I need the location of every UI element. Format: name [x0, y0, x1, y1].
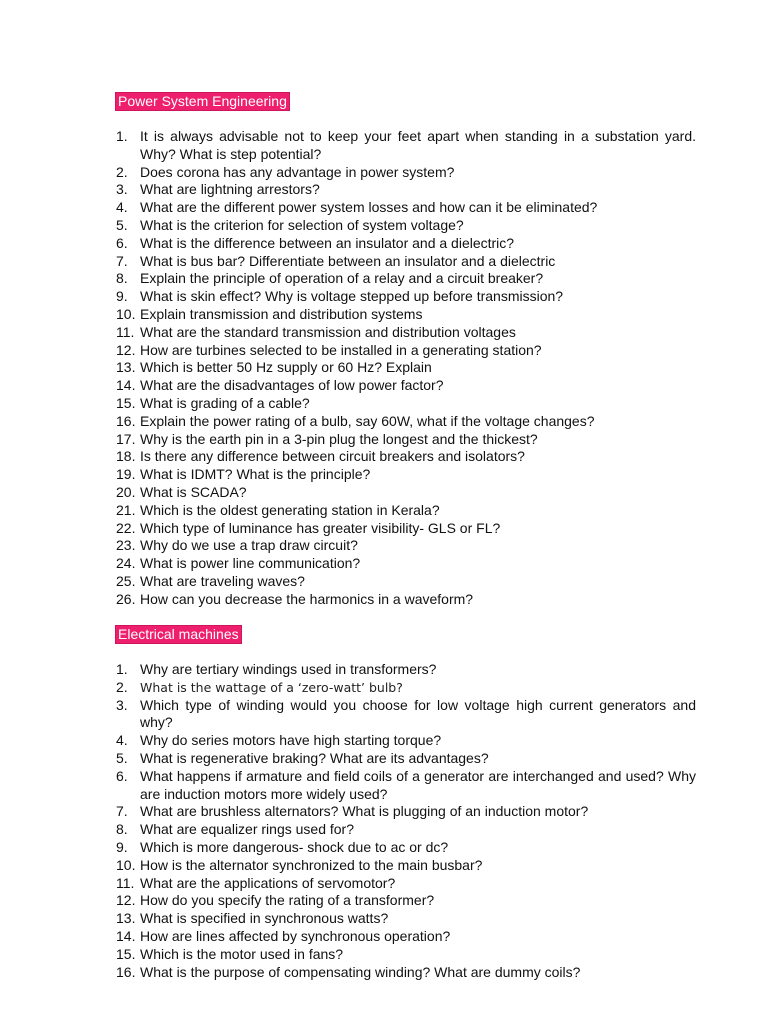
list-item — [116, 839, 696, 857]
section-power-system-engineering — [116, 93, 696, 609]
list-item — [116, 573, 696, 591]
item-text: Which type of winding would you choose for low voltage high current generators and why? — [140, 696, 696, 731]
item-text: Why is the earth pin in a 3-pin plug the longest and the thickest? — [140, 430, 538, 447]
item-text: What is the criterion for selection of system voltage? — [140, 216, 464, 233]
list-item — [116, 217, 696, 235]
item-text: Does corona has any advantage in power system? — [140, 163, 455, 180]
list-item — [116, 875, 696, 893]
item-text: What is regenerative braking? What are its advantages? — [140, 749, 489, 766]
item-number: 20. — [116, 483, 136, 500]
item-text: What are the standard transmission and distribution voltages — [140, 323, 516, 340]
item-text: Which is the oldest generating station in Kerala? — [140, 501, 440, 518]
list-item — [116, 697, 696, 733]
item-text: How are turbines selected to be installed in a generating station? — [140, 341, 542, 358]
item-number: 7. — [116, 252, 128, 269]
list-item — [116, 484, 696, 502]
list-item — [116, 181, 696, 199]
list-item — [116, 466, 696, 484]
item-text: What is the wattage of a ‘zero-watt’ bulb? — [140, 679, 403, 695]
item-number: 14. — [116, 927, 136, 944]
item-text: What are equalizer rings used for? — [140, 821, 354, 838]
item-number: 24. — [116, 555, 136, 572]
item-text: How can you decrease the harmonics in a waveform? — [140, 590, 474, 607]
item-number: 16. — [116, 412, 136, 429]
item-text: Why do we use a trap draw circuit? — [140, 537, 358, 554]
list-item — [116, 946, 696, 964]
question-list — [116, 128, 696, 609]
item-text: Explain the principle of operation of a relay and a circuit breaker? — [140, 270, 544, 287]
list-item — [116, 892, 696, 910]
item-number: 7. — [116, 803, 128, 820]
item-number: 14. — [116, 377, 136, 394]
item-text: What are the different power system losses and how can it be eliminated? — [140, 199, 598, 216]
item-text: Which is more dangerous- shock due to ac or dc? — [140, 838, 449, 855]
list-item — [116, 928, 696, 946]
item-number: 25. — [116, 572, 136, 589]
list-item — [116, 502, 696, 520]
item-number: 11. — [116, 874, 135, 891]
item-text: What are the disadvantages of low power factor? — [140, 377, 444, 394]
item-number: 8. — [116, 270, 128, 287]
list-item — [116, 431, 696, 449]
item-number: 17. — [116, 430, 136, 447]
item-text: What is the difference between an insulator and a dielectric? — [140, 234, 515, 251]
list-item — [116, 270, 696, 288]
item-number: 4. — [116, 732, 128, 749]
item-number: 13. — [116, 910, 136, 927]
item-number: 11. — [116, 323, 135, 340]
item-text: What are traveling waves? — [140, 572, 305, 589]
item-number: 4. — [116, 199, 128, 216]
list-item — [116, 857, 696, 875]
item-number: 9. — [116, 838, 128, 855]
item-text: What is bus bar? Differentiate between an insulator and a dielectric — [140, 252, 556, 269]
item-number: 19. — [116, 466, 136, 483]
list-item — [116, 199, 696, 217]
list-item — [116, 342, 696, 360]
item-number: 13. — [116, 359, 136, 376]
item-number: 8. — [116, 821, 128, 838]
list-item — [116, 288, 696, 306]
item-number: 10. — [116, 856, 136, 873]
item-number: 5. — [116, 216, 128, 233]
item-text: What is IDMT? What is the principle? — [140, 466, 371, 483]
item-number: 2. — [116, 163, 128, 180]
item-text: What are brushless alternators? What is plugging of an induction motor? — [140, 803, 589, 820]
item-number: 2. — [116, 678, 128, 695]
item-number: 1. — [116, 661, 128, 677]
item-text: What is the purpose of compensating winding? What are dummy coils? — [140, 963, 581, 980]
item-number: 21. — [116, 501, 136, 518]
item-number: 1. — [116, 128, 128, 144]
item-text: How is the alternator synchronized to the main busbar? — [140, 856, 483, 873]
item-text: How are lines affected by synchronous operation? — [140, 927, 451, 944]
list-item — [116, 768, 696, 804]
item-text: Is there any difference between circuit breakers and isolators? — [140, 448, 525, 465]
list-item — [116, 910, 696, 928]
item-number: 5. — [116, 749, 128, 766]
list-item — [116, 520, 696, 538]
list-item — [116, 128, 696, 164]
list-item — [116, 821, 696, 839]
item-number: 3. — [116, 696, 128, 713]
item-text: What are lightning arrestors? — [140, 181, 320, 198]
list-item — [116, 235, 696, 253]
list-item — [116, 395, 696, 413]
list-item — [116, 964, 696, 982]
section-heading: Electrical machines — [118, 626, 239, 642]
item-text: Why do series motors have high starting torque? — [140, 732, 442, 749]
item-text: What is skin effect? Why is voltage stepped up before transmission? — [140, 288, 564, 305]
list-item — [116, 732, 696, 750]
list-item — [116, 359, 696, 377]
list-item — [116, 253, 696, 271]
item-text: Explain the power rating of a bulb, say 60W, what if the voltage changes? — [140, 412, 595, 429]
list-item — [116, 591, 696, 609]
item-number: 10. — [116, 305, 136, 322]
item-number: 15. — [116, 945, 136, 962]
list-item — [116, 377, 696, 395]
item-text: Which is better 50 Hz supply or 60 Hz? Explain — [140, 359, 432, 376]
item-text: What is specified in synchronous watts? — [140, 910, 389, 927]
list-item — [116, 750, 696, 768]
item-text: Explain transmission and distribution systems — [140, 305, 423, 322]
item-number: 15. — [116, 394, 136, 411]
item-text: What is grading of a cable? — [140, 394, 310, 411]
item-number: 9. — [116, 288, 128, 305]
question-list — [116, 661, 696, 981]
item-text: Which type of luminance has greater visibility- GLS or FL? — [140, 519, 501, 536]
list-item — [116, 324, 696, 342]
item-text: Why are tertiary windings used in transformers? — [140, 661, 437, 677]
item-text: What are the applications of servomotor? — [140, 874, 396, 891]
item-number: 16. — [116, 963, 136, 980]
item-number: 12. — [116, 892, 136, 909]
item-text: Which is the motor used in fans? — [140, 945, 344, 962]
item-number: 18. — [116, 448, 136, 465]
list-item — [116, 537, 696, 555]
item-number: 26. — [116, 590, 136, 607]
item-number: 6. — [116, 234, 128, 251]
list-item — [116, 803, 696, 821]
item-number: 6. — [116, 767, 128, 784]
list-item — [116, 164, 696, 182]
section-heading: Power System Engineering — [118, 93, 287, 109]
item-text: What is SCADA? — [140, 483, 247, 500]
item-number: 23. — [116, 537, 136, 554]
item-text: What happens if armature and field coils of a generator are interchanged and used? Why are induction motors more widely used? — [140, 767, 696, 802]
item-text: What is power line communication? — [140, 555, 361, 572]
list-item — [116, 448, 696, 466]
list-item — [116, 413, 696, 431]
list-item — [116, 679, 696, 697]
section-electrical-machines — [116, 626, 696, 981]
item-text: It is always advisable not to keep your feet apart when standing in a substation yard. Why? What is step potential? — [140, 128, 696, 162]
item-number: 3. — [116, 181, 128, 198]
list-item — [116, 555, 696, 573]
item-number: 12. — [116, 341, 136, 358]
list-item — [116, 661, 696, 679]
item-number: 22. — [116, 519, 136, 536]
list-item — [116, 306, 696, 324]
item-text: How do you specify the rating of a transformer? — [140, 892, 435, 909]
